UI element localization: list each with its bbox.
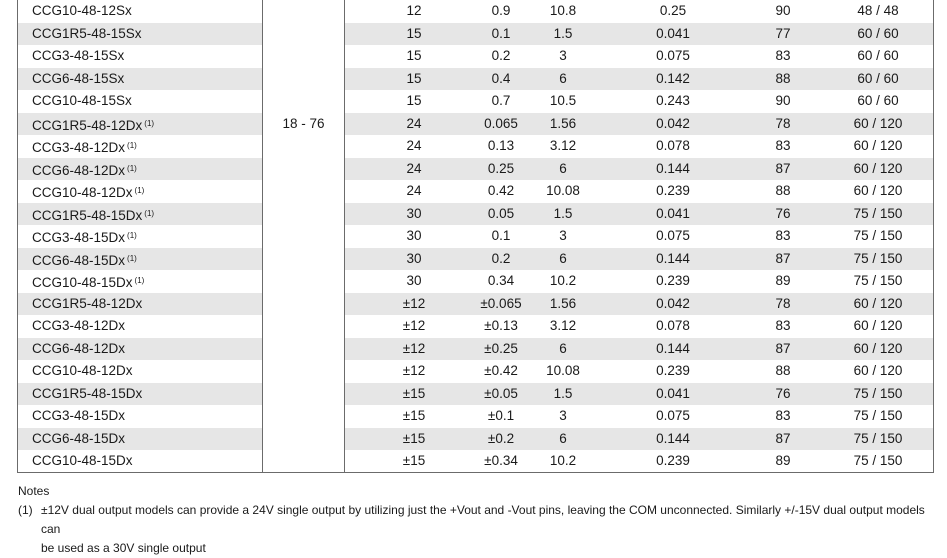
- input-current-cell: 0.243: [656, 93, 690, 108]
- output-current-cell: 0.1: [491, 25, 511, 41]
- table-row: [18, 113, 933, 136]
- model-cell: [18, 158, 262, 181]
- footnote-ref: (1): [127, 253, 137, 263]
- table-row: [18, 270, 933, 293]
- model-cell: [18, 315, 262, 338]
- note-1-number: (1): [18, 503, 33, 517]
- table-row: [18, 293, 933, 316]
- max-capacitive-load-cell: 60 / 120: [853, 295, 903, 311]
- efficiency-cell: 83: [775, 318, 791, 333]
- model-number: CCG10-48-15Sx: [32, 93, 132, 108]
- output-voltage-cell: 30: [406, 205, 422, 221]
- max-capacitive-load-cell: 60 / 120: [853, 363, 903, 378]
- max-capacitive-load-cell: 75 / 150: [853, 408, 903, 423]
- efficiency-cell: 87: [775, 340, 791, 356]
- max-capacitive-load-cell: 60 / 60: [857, 93, 899, 108]
- efficiency-cell: 76: [775, 385, 791, 401]
- efficiency-cell: 83: [775, 138, 791, 153]
- model-cell: [18, 360, 262, 383]
- output-voltage-cell: 30: [406, 273, 422, 288]
- model-number: CCG10-48-15Dx: [32, 453, 133, 468]
- model-number: CCG6-48-12Dx: [32, 162, 126, 178]
- input-current-cell: 0.042: [656, 115, 690, 131]
- input-current-cell: 0.042: [656, 295, 690, 311]
- model-cell: [18, 225, 262, 248]
- output-voltage-cell: 24: [406, 115, 422, 131]
- table-row: [18, 180, 933, 203]
- footnote-ref: (1): [134, 276, 145, 285]
- max-capacitive-load-cell: 75 / 150: [853, 273, 903, 288]
- input-current-cell: 0.041: [656, 385, 690, 401]
- output-current-cell: 0.25: [487, 160, 515, 176]
- efficiency-cell: 88: [775, 183, 791, 198]
- max-capacitive-load-cell: 60 / 120: [853, 138, 903, 153]
- model-number: CCG3-48-15Dx: [32, 230, 126, 245]
- output-voltage-cell: 24: [406, 183, 422, 198]
- max-capacitive-load-cell: 75 / 150: [853, 250, 903, 266]
- input-current-cell: 0.075: [656, 48, 690, 63]
- model-number: CCG6-48-15Sx: [32, 70, 125, 86]
- output-power-cell: 10.2: [549, 453, 577, 468]
- model-cell: [18, 113, 262, 136]
- max-capacitive-load-cell: 60 / 120: [853, 318, 903, 333]
- output-voltage-cell: 15: [406, 48, 422, 63]
- output-power-cell: 3.12: [549, 138, 577, 153]
- max-capacitive-load-cell: 60 / 60: [857, 70, 899, 86]
- table-row: [18, 135, 933, 158]
- output-voltage-cell: 15: [406, 93, 422, 108]
- output-power-cell: 1.56: [549, 115, 577, 131]
- output-current-cell: 0.42: [487, 183, 515, 198]
- table-row: [18, 428, 933, 451]
- model-cell: [18, 90, 262, 113]
- max-capacitive-load-cell: 75 / 150: [853, 228, 903, 243]
- output-voltage-cell: 24: [406, 138, 422, 153]
- output-current-cell: ±0.2: [487, 430, 515, 446]
- output-power-cell: 10.2: [549, 273, 577, 288]
- model-cell: [18, 135, 262, 158]
- model-number: CCG3-48-12Dx: [32, 140, 126, 155]
- max-capacitive-load-cell: 60 / 60: [857, 25, 899, 41]
- model-number: CCG6-48-15Dx: [32, 430, 126, 446]
- spec-table: [17, 0, 934, 473]
- footnote-ref: (1): [144, 208, 155, 218]
- footnote-ref: (1): [127, 163, 137, 173]
- table-row: [18, 248, 933, 271]
- output-voltage-cell: 15: [406, 25, 422, 41]
- model-number: CCG10-48-12Dx: [32, 363, 133, 378]
- notes-section: [18, 482, 938, 558]
- efficiency-cell: 87: [775, 250, 791, 266]
- output-current-cell: ±0.05: [484, 385, 518, 401]
- input-current-cell: 0.041: [656, 25, 690, 41]
- efficiency-cell: 78: [775, 295, 791, 311]
- model-cell: [18, 293, 262, 316]
- input-current-cell: 0.075: [656, 228, 690, 243]
- note-1-text-line2: be used as a 30V single output: [41, 541, 206, 555]
- model-cell: [18, 45, 262, 68]
- max-capacitive-load-cell: 60 / 120: [853, 340, 903, 356]
- max-capacitive-load-cell: 75 / 150: [853, 453, 903, 468]
- input-current-cell: 0.239: [656, 273, 690, 288]
- model-cell: [18, 428, 262, 451]
- output-voltage-cell: ±12: [402, 340, 426, 356]
- max-capacitive-load-cell: 75 / 150: [853, 205, 903, 221]
- model-number: CCG3-48-15Dx: [32, 408, 126, 423]
- output-current-cell: ±0.34: [484, 453, 518, 468]
- input-current-cell: 0.239: [656, 183, 690, 198]
- table-row: [18, 45, 933, 68]
- output-voltage-cell: ±12: [402, 295, 426, 311]
- output-current-cell: 0.05: [487, 205, 515, 221]
- output-power-cell: 3.12: [549, 318, 577, 333]
- model-number: CCG1R5-48-12Dx: [32, 117, 143, 133]
- output-current-cell: 0.065: [484, 115, 518, 131]
- model-number: CCG10-48-12Sx: [32, 3, 132, 18]
- output-current-cell: ±0.13: [484, 318, 518, 333]
- table-row: [18, 90, 933, 113]
- output-power-cell: 3: [559, 408, 567, 423]
- model-cell: [18, 0, 262, 23]
- output-voltage-cell: ±12: [402, 363, 426, 378]
- model-number: CCG3-48-12Dx: [32, 318, 126, 333]
- output-current-cell: 0.4: [491, 70, 511, 86]
- footnote-ref: (1): [127, 231, 137, 240]
- input-voltage-cell: [262, 0, 345, 472]
- model-number: CCG1R5-48-15Dx: [32, 207, 143, 223]
- max-capacitive-load-cell: 60 / 120: [853, 115, 903, 131]
- efficiency-cell: 89: [775, 273, 791, 288]
- input-current-cell: 0.078: [656, 138, 690, 153]
- output-current-cell: 0.1: [491, 228, 511, 243]
- max-capacitive-load-cell: 75 / 150: [853, 430, 903, 446]
- output-voltage-cell: ±15: [402, 385, 426, 401]
- output-current-cell: 0.34: [487, 273, 515, 288]
- output-power-cell: 6: [559, 250, 567, 266]
- footnote-ref: (1): [134, 186, 145, 195]
- input-current-cell: 0.078: [656, 318, 690, 333]
- table-row: [18, 158, 933, 181]
- output-voltage-cell: 30: [406, 228, 422, 243]
- model-cell: [18, 383, 262, 406]
- model-number: CCG1R5-48-15Sx: [32, 25, 142, 41]
- input-current-cell: 0.144: [656, 160, 690, 176]
- note-1-continued: [18, 539, 938, 558]
- output-current-cell: ±0.1: [487, 408, 515, 423]
- output-power-cell: 1.5: [553, 25, 573, 41]
- output-power-cell: 1.56: [549, 295, 577, 311]
- footnote-ref: (1): [144, 118, 155, 128]
- model-number: CCG6-48-12Dx: [32, 340, 126, 356]
- output-power-cell: 6: [559, 430, 567, 446]
- output-power-cell: 10.8: [549, 3, 577, 18]
- output-current-cell: ±0.42: [484, 363, 518, 378]
- output-power-cell: 6: [559, 340, 567, 356]
- efficiency-cell: 89: [775, 453, 791, 468]
- max-capacitive-load-cell: 60 / 120: [853, 183, 903, 198]
- output-current-cell: ±0.065: [480, 295, 522, 311]
- output-power-cell: 3: [559, 48, 567, 63]
- efficiency-cell: 78: [775, 115, 791, 131]
- input-current-cell: 0.239: [656, 363, 690, 378]
- output-power-cell: 6: [559, 70, 567, 86]
- output-power-cell: 10.08: [546, 183, 580, 198]
- model-cell: [18, 450, 262, 473]
- table-row: [18, 68, 933, 91]
- table-row: [18, 0, 933, 23]
- efficiency-cell: 90: [775, 3, 791, 18]
- output-power-cell: 10.08: [546, 363, 580, 378]
- efficiency-cell: 90: [775, 93, 791, 108]
- efficiency-cell: 76: [775, 205, 791, 221]
- model-cell: [18, 405, 262, 428]
- model-cell: [18, 23, 262, 46]
- output-current-cell: 0.2: [491, 250, 511, 266]
- output-current-cell: ±0.25: [484, 340, 518, 356]
- table-row: [18, 225, 933, 248]
- efficiency-cell: 87: [775, 160, 791, 176]
- output-voltage-cell: ±15: [402, 430, 426, 446]
- input-current-cell: 0.25: [659, 3, 687, 18]
- output-voltage-cell: ±12: [402, 318, 426, 333]
- efficiency-cell: 88: [775, 70, 791, 86]
- model-number: CCG6-48-15Dx: [32, 252, 126, 268]
- output-current-cell: 0.9: [491, 3, 511, 18]
- input-current-cell: 0.041: [656, 205, 690, 221]
- model-number: CCG1R5-48-12Dx: [32, 295, 143, 311]
- model-number: CCG1R5-48-15Dx: [32, 385, 143, 401]
- efficiency-cell: 88: [775, 363, 791, 378]
- output-voltage-cell: ±15: [402, 408, 426, 423]
- table-row: [18, 315, 933, 338]
- note-1: [18, 501, 938, 539]
- input-current-cell: 0.142: [656, 70, 690, 86]
- output-power-cell: 10.5: [549, 93, 577, 108]
- max-capacitive-load-cell: 48 / 48: [857, 3, 899, 18]
- model-cell: [18, 270, 262, 293]
- footnote-ref: (1): [127, 141, 137, 150]
- output-voltage-cell: 30: [406, 250, 422, 266]
- input-current-cell: 0.144: [656, 250, 690, 266]
- efficiency-cell: 83: [775, 48, 791, 63]
- input-current-cell: 0.144: [656, 430, 690, 446]
- efficiency-cell: 87: [775, 430, 791, 446]
- output-power-cell: 1.5: [553, 205, 573, 221]
- output-current-cell: 0.13: [487, 138, 515, 153]
- output-voltage-cell: 24: [406, 160, 422, 176]
- output-power-cell: 3: [559, 228, 567, 243]
- max-capacitive-load-cell: 60 / 120: [853, 160, 903, 176]
- table-row: [18, 203, 933, 226]
- efficiency-cell: 83: [775, 408, 791, 423]
- input-current-cell: 0.239: [656, 453, 690, 468]
- table-row: [18, 338, 933, 361]
- table-row: [18, 405, 933, 428]
- input-current-cell: 0.144: [656, 340, 690, 356]
- output-voltage-cell: ±15: [402, 453, 426, 468]
- output-power-cell: 1.5: [553, 385, 573, 401]
- model-number: CCG3-48-15Sx: [32, 48, 125, 63]
- table-row: [18, 383, 933, 406]
- output-current-cell: 0.7: [491, 93, 511, 108]
- notes-title: Notes: [18, 484, 50, 498]
- note-1-text-line1: ±12V dual output models can provide a 24V single output by utilizing just the +Vout and -Vout pins, leaving the COM unconnected. Similarly +/-15V dual output models can: [41, 503, 925, 536]
- model-cell: [18, 248, 262, 271]
- table-row: [18, 360, 933, 383]
- table-row: [18, 450, 933, 473]
- max-capacitive-load-cell: 60 / 60: [857, 48, 899, 63]
- efficiency-cell: 83: [775, 228, 791, 243]
- model-cell: [18, 180, 262, 203]
- output-current-cell: 0.2: [491, 48, 511, 63]
- output-voltage-cell: 15: [406, 70, 422, 86]
- model-cell: [18, 203, 262, 226]
- input-current-cell: 0.075: [656, 408, 690, 423]
- output-voltage-cell: 12: [406, 3, 422, 18]
- model-number: CCG10-48-15Dx: [32, 275, 133, 290]
- output-power-cell: 6: [559, 160, 567, 176]
- efficiency-cell: 77: [775, 25, 791, 41]
- model-cell: [18, 338, 262, 361]
- table-row: [18, 23, 933, 46]
- model-cell: [18, 68, 262, 91]
- max-capacitive-load-cell: 75 / 150: [853, 385, 903, 401]
- model-number: CCG10-48-12Dx: [32, 185, 133, 200]
- input-voltage-range: 18 - 76: [282, 116, 325, 131]
